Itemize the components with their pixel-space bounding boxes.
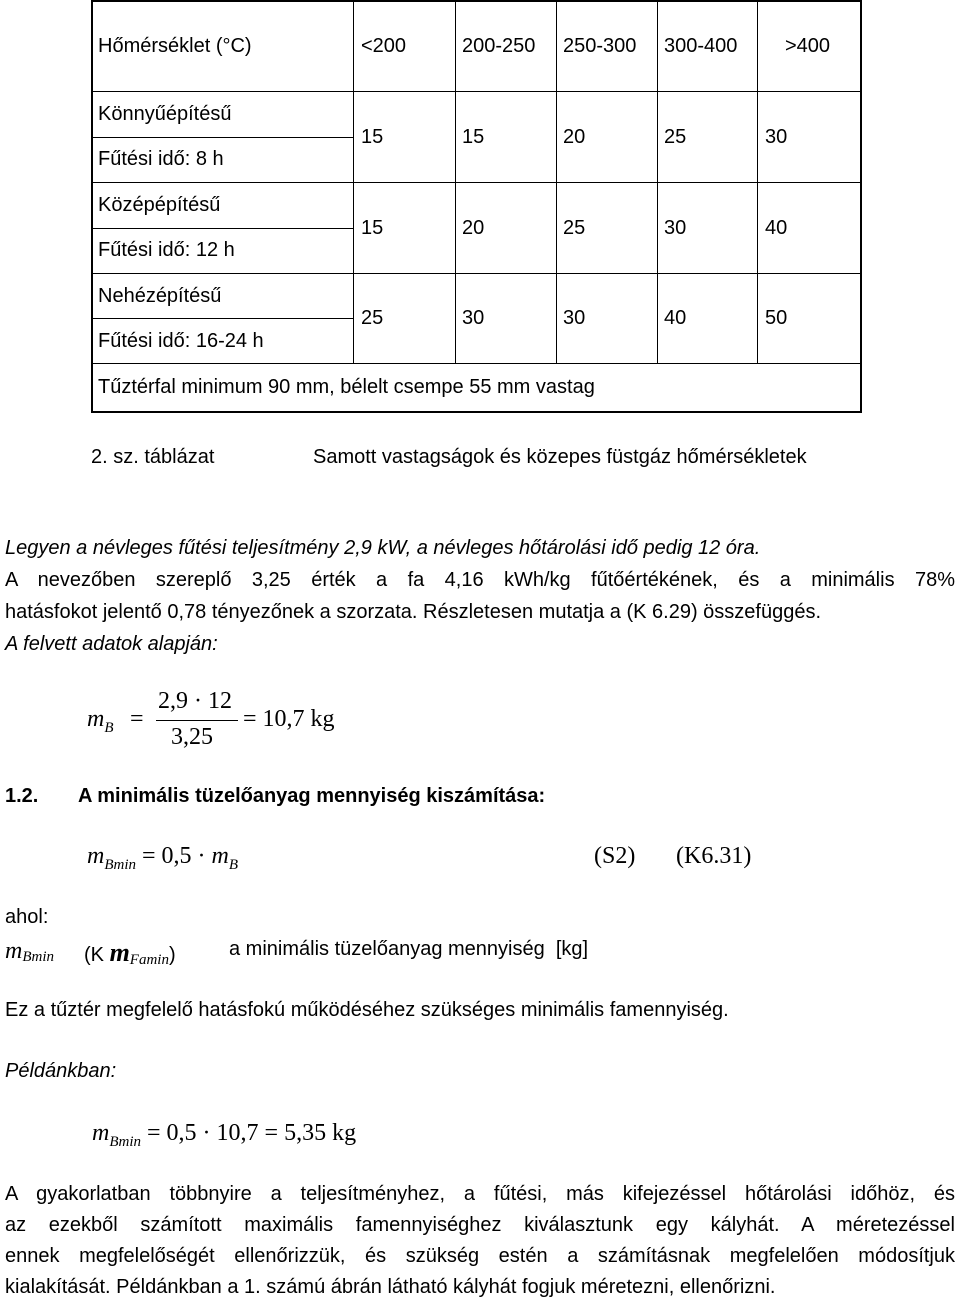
table-row-separator <box>91 91 860 92</box>
formula-tag: (S2) <box>594 843 636 869</box>
table-row-label: Nehézépítésű <box>98 285 222 307</box>
formula-tag: (K6.31) <box>676 843 752 869</box>
table-row-separator <box>91 273 860 274</box>
paragraph-line: A felvett adatok alapján: <box>5 633 218 655</box>
table-cell: 30 <box>462 307 485 329</box>
paragraph-line: hatásfokot jelentő 0,78 tényezőnek a szorzata. Részletesen mutatja a (K 6.29) összefüggés. <box>5 601 822 623</box>
paragraph-line: ennek megfelelőségét ellenőrizzük, és szükség estén a számításnak megfelelően módosítjuk <box>5 1245 955 1267</box>
table-cell: 25 <box>361 307 384 329</box>
table-header-cell: 250-300 <box>563 35 637 57</box>
table-cell: 15 <box>361 126 384 148</box>
section-number: 1.2. <box>5 785 39 807</box>
formula-rhs: = 0,5 · <box>142 843 206 869</box>
paragraph-line: Ez a tűztér megfelelő hatásfokú működéséhez szükséges minimális famennyiség. <box>5 999 729 1021</box>
where-alt-close: ) <box>168 944 176 966</box>
where-alt-sub: Famin <box>129 952 169 968</box>
table-caption-text: Samott vastagságok és közepes füstgáz hőmérsékletek <box>313 446 807 468</box>
where-description: a minimális tüzelőanyag mennyiség [kg] <box>229 938 589 960</box>
section-title: A minimális tüzelőanyag mennyiség kiszámítása: <box>78 785 546 807</box>
formula-variable: m <box>87 706 105 732</box>
where-alt-open: (K <box>84 944 104 966</box>
table-header-cell: 200-250 <box>462 35 536 57</box>
formula-subscript: Bmin <box>104 857 137 873</box>
paragraph-line: A gyakorlatban többnyire a teljesítményhez, a fűtési, más kifejezéssel hőtárolási időhöz, és <box>5 1183 955 1205</box>
table-cell: 50 <box>765 307 788 329</box>
formula-subscript: B <box>104 720 114 736</box>
formula-variable: m <box>211 843 229 869</box>
table-row-sublabel: Fűtési idő: 12 h <box>98 239 235 261</box>
where-symbol: m <box>5 938 23 964</box>
table-cell: 40 <box>664 307 687 329</box>
formula-variable: m <box>92 1120 110 1146</box>
where-symbol-sub: Bmin <box>22 949 55 965</box>
table-row-separator <box>91 363 860 364</box>
where-alt-symbol: m <box>109 938 130 967</box>
where-label: ahol: <box>5 906 49 928</box>
formula-example <box>92 1120 357 1150</box>
paragraph-line: az ezekből számított maximális famennyiséghez kiválasztunk egy kályhát. A méretezéssel <box>5 1214 955 1236</box>
formula-numerator: 2,9 · 12 <box>158 688 232 714</box>
where-definition <box>5 938 54 965</box>
table-row-label: Középépítésű <box>98 194 221 216</box>
table-header-label: Hőmérséklet (°C) <box>98 35 252 57</box>
table-cell: 30 <box>765 126 788 148</box>
formula-result: = 10,7 kg <box>243 706 335 732</box>
table-row-sublabel: Fűtési idő: 16-24 h <box>98 330 264 352</box>
table-cell: 20 <box>563 126 586 148</box>
table-caption-number: 2. sz. táblázat <box>91 446 215 468</box>
table-header-cell: >400 <box>785 35 831 57</box>
table-cell: 40 <box>765 217 788 239</box>
fraction-bar <box>156 720 238 721</box>
formula-variable: m <box>87 843 105 869</box>
formula-denominator: 3,25 <box>171 724 213 750</box>
paragraph-line: A nevezőben szereplő 3,25 érték a fa 4,16 kWh/kg fűtőértékének, és a minimális 78% <box>5 569 955 591</box>
table-label-separator <box>91 228 353 229</box>
paragraph-line: Legyen a névleges fűtési teljesítmény 2,9 kW, a névleges hőtárolási idő pedig 12 óra. <box>5 537 761 559</box>
formula-equals: = <box>130 706 144 732</box>
where-alt <box>84 938 176 968</box>
table-cell: 20 <box>462 217 485 239</box>
table-footer-note: Tűztérfal minimum 90 mm, bélelt csempe 55 mm vastag <box>98 376 595 398</box>
table-row-label: Könnyűépítésű <box>98 103 232 125</box>
table-cell: 15 <box>361 217 384 239</box>
table-label-separator <box>91 318 353 319</box>
table-header-cell: <200 <box>361 35 407 57</box>
paragraph-line: kialakítását. Példánkban a 1. számú ábrán látható kályhát fogjuk méretezni, ellenőrizni. <box>5 1276 776 1298</box>
table-cell: 25 <box>664 126 687 148</box>
formula-rhs: = 0,5 · 10,7 = 5,35 kg <box>147 1120 357 1146</box>
table-cell: 30 <box>563 307 586 329</box>
table-cell: 15 <box>462 126 485 148</box>
table-header-cell: 300-400 <box>664 35 738 57</box>
table-cell: 25 <box>563 217 586 239</box>
formula-subscript: Bmin <box>109 1134 142 1150</box>
table-row-sublabel: Fűtési idő: 8 h <box>98 148 224 170</box>
table-cell: 30 <box>664 217 687 239</box>
table-row-separator <box>91 182 860 183</box>
table-label-separator <box>91 137 353 138</box>
example-label: Példánkban: <box>5 1060 117 1082</box>
formula-subscript: B <box>228 857 239 873</box>
